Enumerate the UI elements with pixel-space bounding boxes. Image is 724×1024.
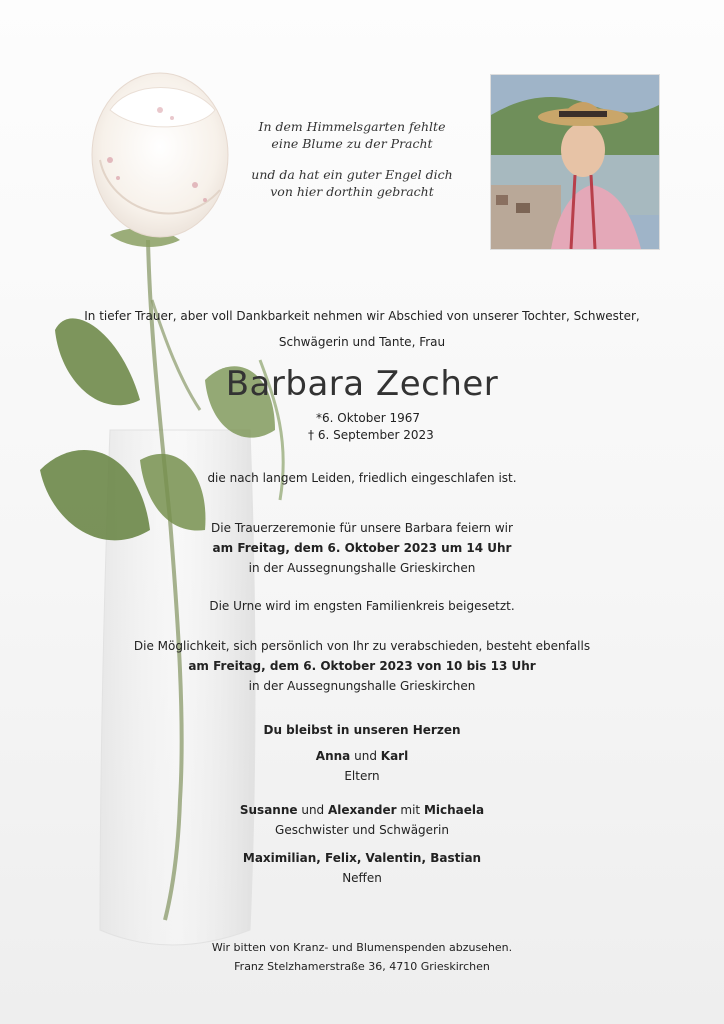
poem-line: von hier dorthin gebracht xyxy=(270,184,434,199)
parent-name: Anna xyxy=(315,749,351,763)
ceremony-info xyxy=(0,518,724,578)
family-siblings xyxy=(0,800,724,840)
farewell-location: in der Aussegnungshalle Grieskirchen xyxy=(248,679,476,693)
rose-bloom xyxy=(92,73,228,237)
memorial-poem xyxy=(232,118,472,200)
ceremony-line: Die Trauerzeremonie für unsere Barbara feiern wir xyxy=(211,521,513,535)
ceremony-location: in der Aussegnungshalle Grieskirchen xyxy=(248,561,476,575)
sibling-name: Susanne xyxy=(239,803,298,817)
footer-address: Franz Stelzhamerstraße 36, 4710 Grieskirchen xyxy=(234,960,490,973)
portrait-photo xyxy=(490,74,660,250)
conjunction: mit xyxy=(400,803,421,817)
farewell-line: Die Möglichkeit, sich persönlich von Ihr zu verabschieden, besteht ebenfalls xyxy=(133,639,591,653)
sibling-name: Michaela xyxy=(423,803,485,817)
passing-text: die nach langem Leiden, friedlich eingeschlafen ist. xyxy=(207,471,517,485)
family-role: Eltern xyxy=(344,769,380,783)
family-role: Neffen xyxy=(342,871,382,885)
sibling-name: Alexander xyxy=(328,803,397,817)
death-date: † 6. September 2023 xyxy=(308,428,434,442)
family-nephews xyxy=(0,848,724,888)
family-role: Geschwister und Schwägerin xyxy=(275,823,449,837)
urn-text: Die Urne wird im engsten Familienkreis beigesetzt. xyxy=(209,599,515,613)
intro-line: In tiefer Trauer, aber voll Dankbarkeit nehmen wir Abschied von unserer Tochter, Schwester, xyxy=(84,309,640,323)
life-dates xyxy=(300,410,440,444)
conjunction: und xyxy=(301,803,325,817)
intro-line: Schwägerin und Tante, Frau xyxy=(278,335,446,349)
poem-line: In dem Himmelsgarten fehlte xyxy=(258,119,446,134)
conjunction: und xyxy=(354,749,377,763)
footer-line: Wir bitten von Kranz- und Blumenspenden abzusehen. xyxy=(211,941,513,954)
ceremony-date: am Freitag, dem 6. Oktober 2023 um 14 Uhr xyxy=(212,541,512,555)
deceased-name: Barbara Zecher xyxy=(225,364,499,404)
parent-name: Karl xyxy=(380,749,409,763)
nephew-names: Maximilian, Felix, Valentin, Bastian xyxy=(242,851,482,865)
poem-line: eine Blume zu der Pracht xyxy=(271,136,433,151)
farewell-info xyxy=(0,636,724,696)
family-heading: Du bleibst in unseren Herzen xyxy=(263,723,461,737)
birth-date: *6. Oktober 1967 xyxy=(316,411,420,425)
farewell-date: am Freitag, dem 6. Oktober 2023 von 10 bis 13 Uhr xyxy=(188,659,536,673)
footer-notice xyxy=(0,938,724,976)
intro-text xyxy=(0,306,724,352)
poem-line: und da hat ein guter Engel dich xyxy=(251,167,453,182)
family-parents xyxy=(0,746,724,786)
